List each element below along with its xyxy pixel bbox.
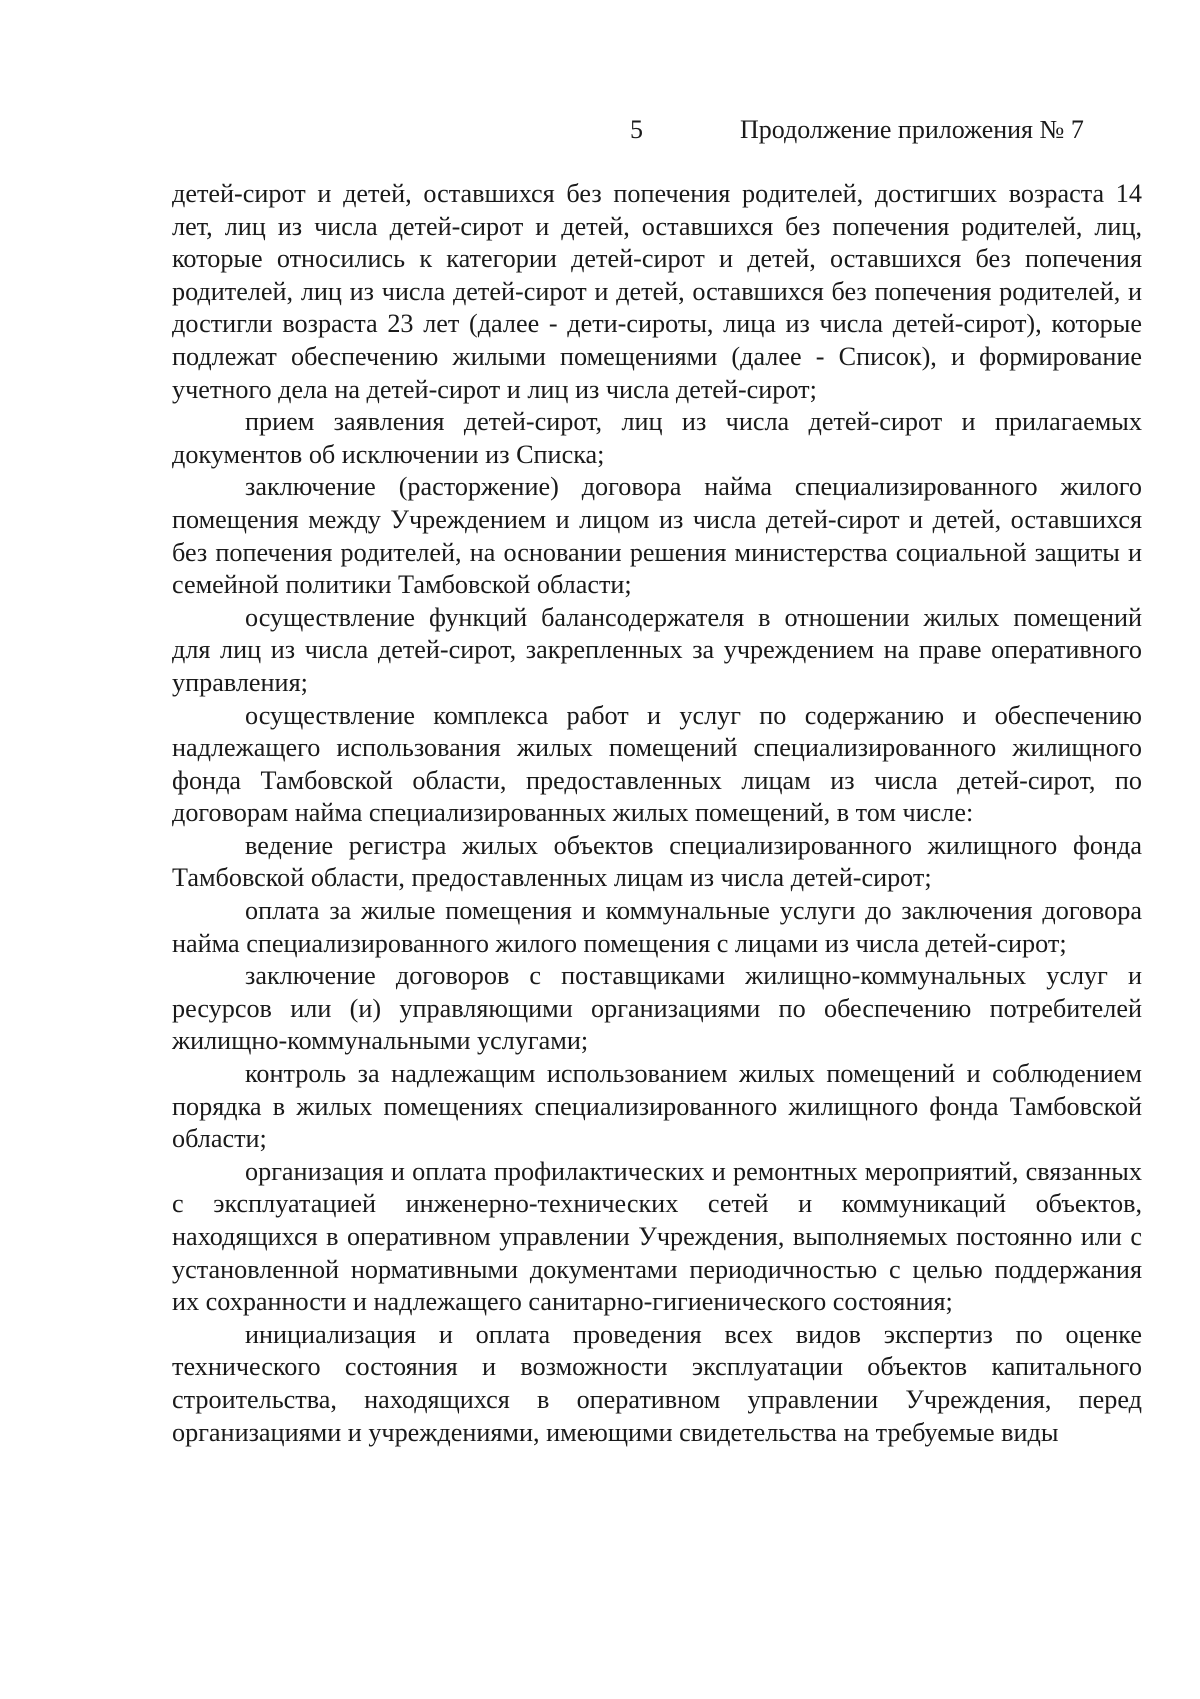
paragraph: осуществление функций балансодержателя в отношении жилых помещений для лиц из числа детей-сирот, закрепленных за учреждением на праве оперативного управления; [172,602,1142,697]
page-number: 5 [630,115,643,144]
paragraph: организация и оплата профилактических и ремонтных мероприятий, связанных с эксплуатацией инженерно-технических сетей и коммуникаций объектов, находящихся в оперативном управлении Учреждения, выполняемых постоянно или с установленной нормативными документами периодичностью с целью поддержания их сохранности и надлежащего санитарно-гигиенического состояния; [172,1156,1142,1317]
paragraph: осуществление комплекса работ и услуг по содержанию и обеспечению надлежащего использования жилых помещений специализированного жилищного фонда Тамбовской области, предоставленных лицам из числа детей-сирот, по договорам найма специализированных жилых помещений, в том числе: [172,700,1142,828]
paragraph: инициализация и оплата проведения всех видов экспертиз по оценке технического состояния и возможности эксплуатации объектов капитального строительства, находящихся в оперативном управлении Учреждения, перед организациями и учреждениями, имеющими свидетельства на требуемые виды [172,1319,1142,1447]
appendix-continuation-note: Продолжение приложения № 7 [740,115,1084,144]
paragraph: оплата за жилые помещения и коммунальные услуги до заключения договора найма специализированного жилого помещения с лицами из числа детей-сирот; [172,896,1142,958]
document-body [172,178,1142,1449]
paragraph: контроль за надлежащим использованием жилых помещений и соблюдением порядка в жилых помещениях специализированного жилищного фонда Тамбовской области; [172,1059,1142,1154]
paragraph: детей-сирот и детей, оставшихся без попечения родителей, достигших возраста 14 лет, лиц из числа детей-сирот и детей, оставшихся без попечения родителей, лиц, которые относились к категории детей-сирот и детей, оставшихся без попечения родителей, лиц из числа детей-сирот и детей, оставшихся без попечения родителей, и достигли возраста 23 лет (далее - дети-сироты, лица из числа детей-сирот), которые подлежат обеспечению жилыми помещениями (далее - Список), и формирование учетного дела на детей-сирот и лиц из числа детей-сирот; [172,179,1142,404]
paragraph: заключение договоров с поставщиками жилищно-коммунальных услуг и ресурсов или (и) управляющими организациями по обеспечению потребителей жилищно-коммунальными услугами; [172,961,1142,1056]
paragraph: заключение (расторжение) договора найма специализированного жилого помещения между Учреждением и лицом из числа детей-сирот и детей, оставшихся без попечения родителей, на основании решения министерства социальной защиты и семейной политики Тамбовской области; [172,472,1142,600]
paragraph: прием заявления детей-сирот, лиц из числа детей-сирот и прилагаемых документов об исключении из Списка; [172,407,1142,469]
paragraph: ведение регистра жилых объектов специализированного жилищного фонда Тамбовской области, предоставленных лицам из числа детей-сирот; [172,830,1142,893]
